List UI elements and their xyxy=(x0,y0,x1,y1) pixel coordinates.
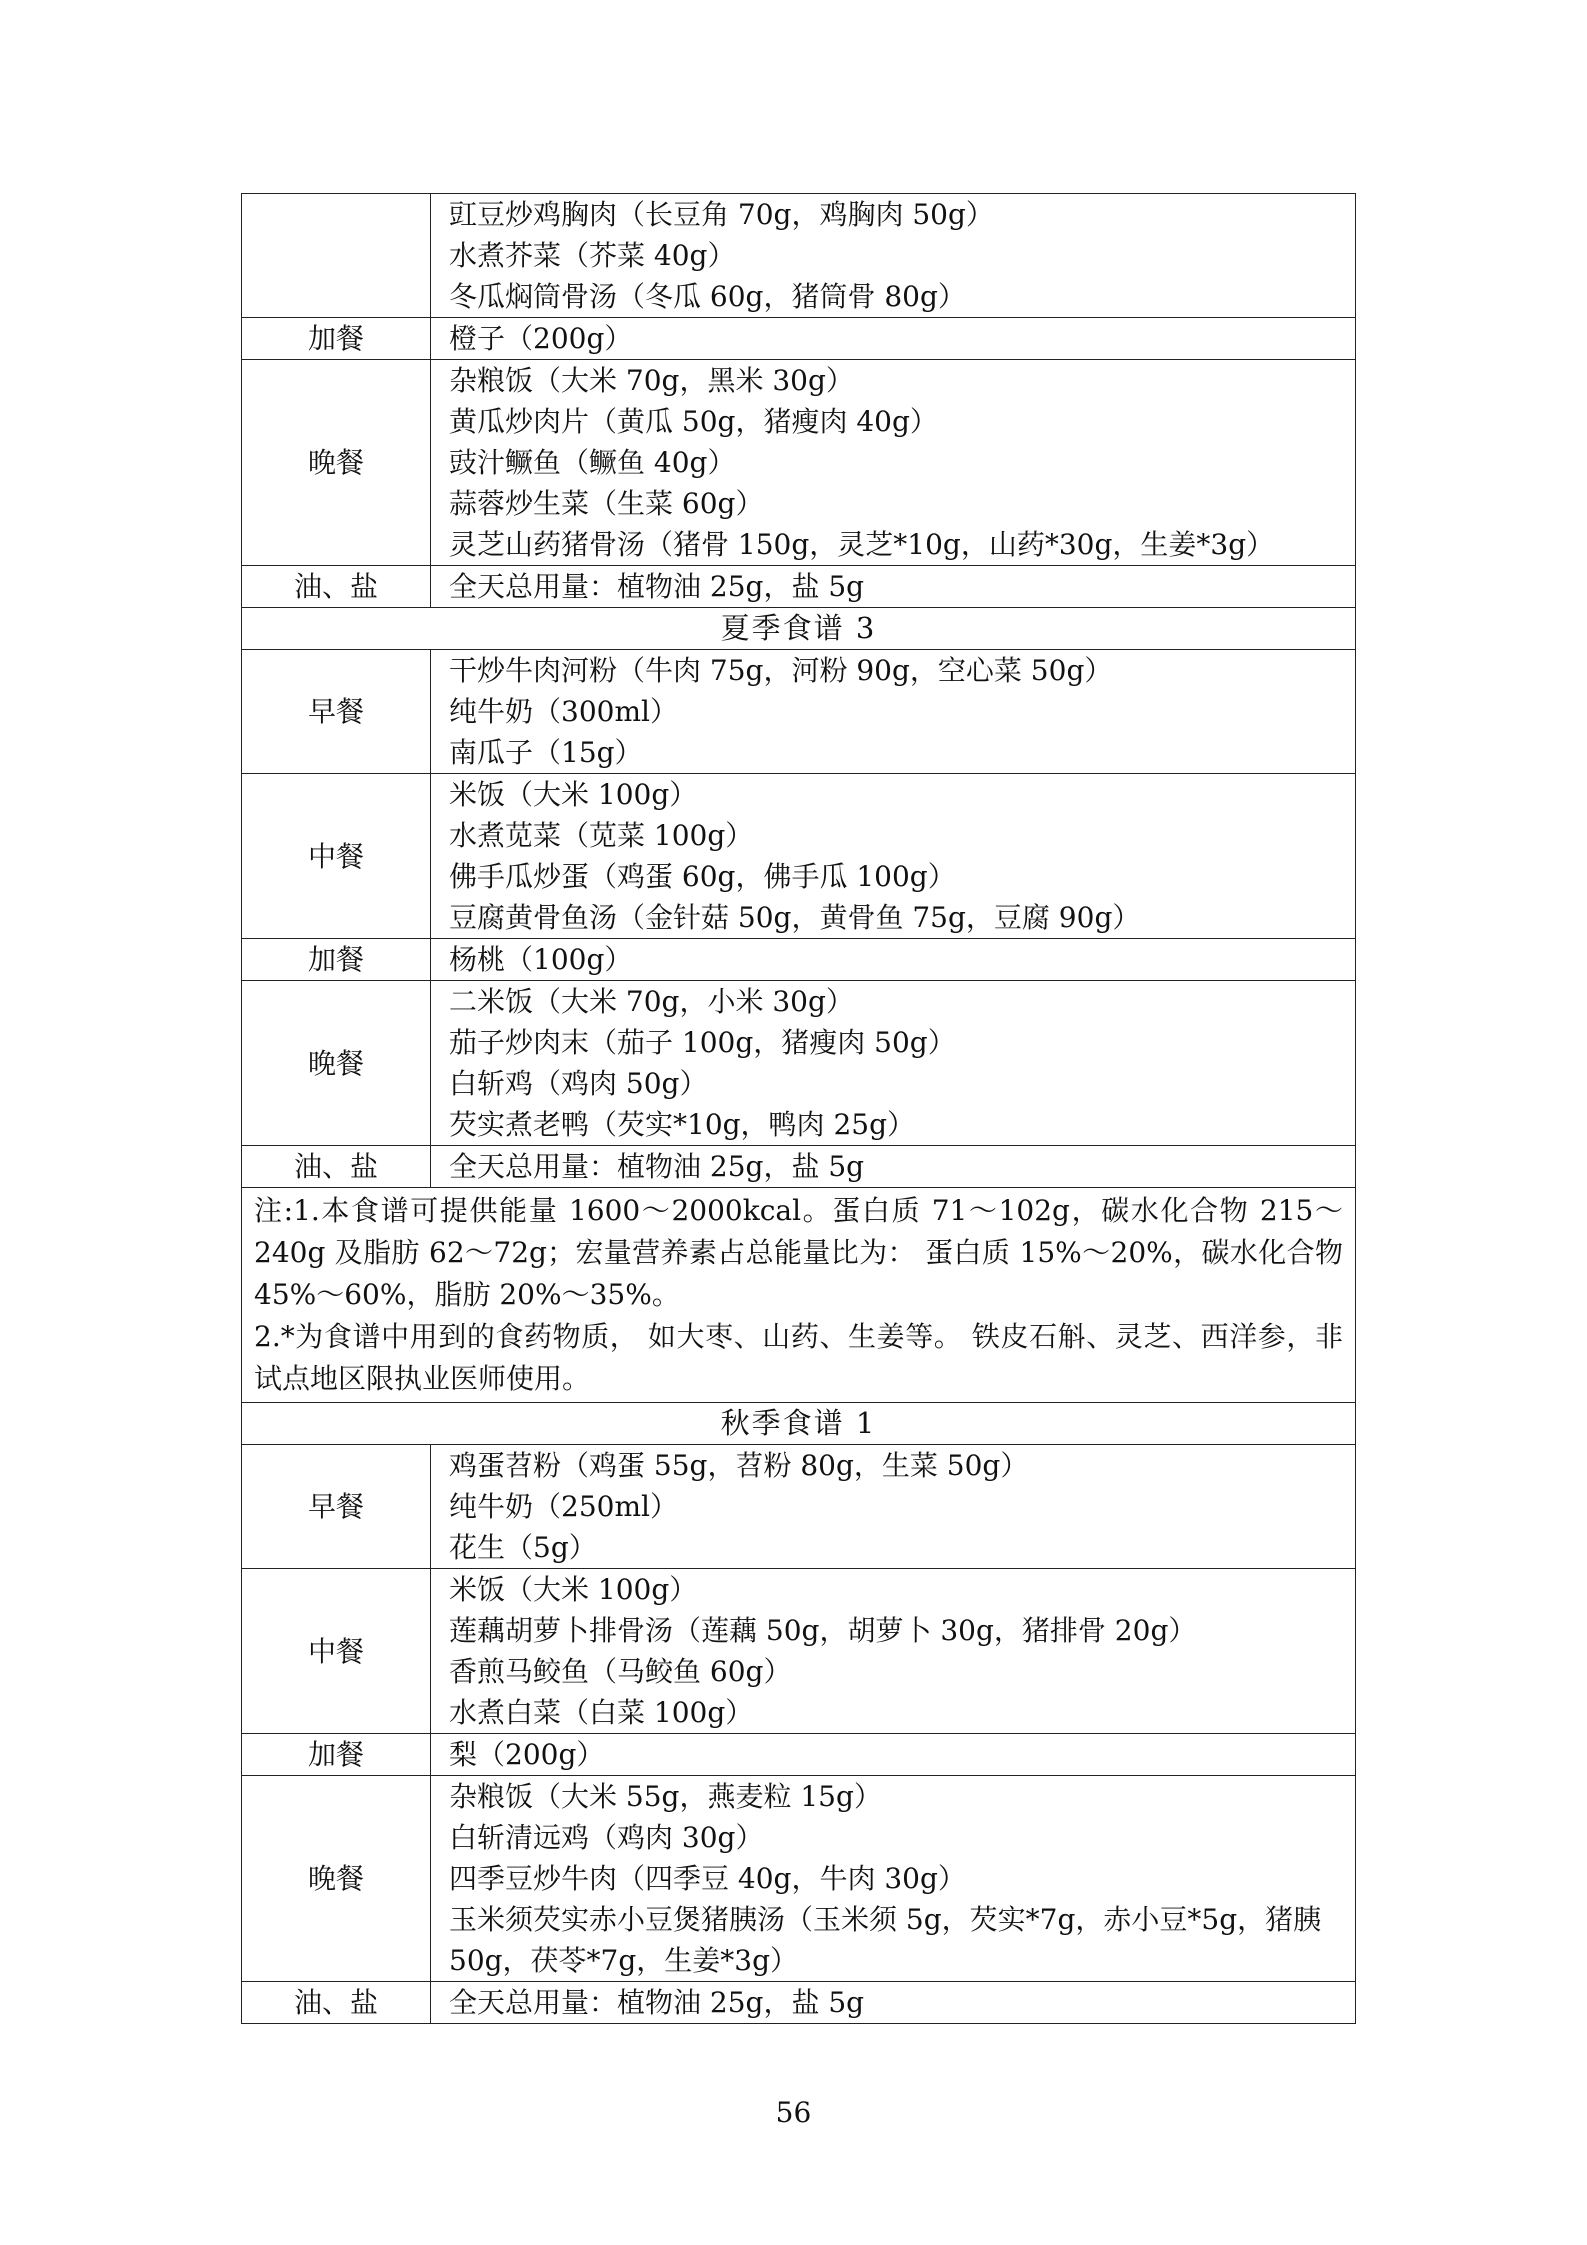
recipe-table xyxy=(241,193,1356,2024)
meal-label: 油、盐 xyxy=(242,1982,431,2024)
meal-label: 晚餐 xyxy=(242,360,431,566)
food-item: 杨桃（100g） xyxy=(449,943,633,976)
food-item: 水煮芥菜（芥菜 40g） xyxy=(449,239,736,272)
food-item: 水煮苋菜（苋菜 100g） xyxy=(449,819,754,852)
meal-items xyxy=(431,1734,1356,1776)
meal-items xyxy=(431,774,1356,939)
meal-items xyxy=(431,650,1356,774)
food-item: 南瓜子（15g） xyxy=(449,736,643,769)
meal-label: 加餐 xyxy=(242,939,431,981)
food-item: 米饭（大米 100g） xyxy=(449,1573,698,1606)
section-title: 夏季食谱 3 xyxy=(242,608,1356,650)
meal-label: 中餐 xyxy=(242,774,431,939)
note-row xyxy=(242,1188,1356,1403)
meal-items xyxy=(431,939,1356,981)
food-item: 蒜蓉炒生菜（生菜 60g） xyxy=(449,487,764,520)
food-item: 梨（200g） xyxy=(449,1738,605,1771)
food-item: 纯牛奶（300ml） xyxy=(449,695,678,728)
food-item: 全天总用量：植物油 25g，盐 5g xyxy=(449,1986,865,2019)
food-item: 杂粮饭（大米 55g，燕麦粒 15g） xyxy=(449,1780,882,1813)
meal-row xyxy=(242,774,1356,939)
food-item: 二米饭（大米 70g，小米 30g） xyxy=(449,985,854,1018)
page-number: 56 xyxy=(775,2096,812,2129)
meal-items xyxy=(431,360,1356,566)
meal-label xyxy=(242,194,431,318)
food-item: 茄子炒肉末（茄子 100g，猪瘦肉 50g） xyxy=(449,1026,956,1059)
meal-items xyxy=(431,1445,1356,1569)
meal-row xyxy=(242,939,1356,981)
meal-row xyxy=(242,1146,1356,1188)
meal-row xyxy=(242,981,1356,1146)
meal-items xyxy=(431,194,1356,318)
meal-row xyxy=(242,318,1356,360)
food-item: 黄瓜炒肉片（黄瓜 50g，猪瘦肉 40g） xyxy=(449,405,938,438)
food-item: 佛手瓜炒蛋（鸡蛋 60g，佛手瓜 100g） xyxy=(449,860,956,893)
meal-items xyxy=(431,1569,1356,1734)
meal-row xyxy=(242,1776,1356,1982)
meal-row xyxy=(242,194,1356,318)
meal-row xyxy=(242,1569,1356,1734)
food-item: 芡实煮老鸭（芡实*10g，鸭肉 25g） xyxy=(449,1108,916,1141)
food-item: 纯牛奶（250ml） xyxy=(449,1490,678,1523)
food-item: 全天总用量：植物油 25g，盐 5g xyxy=(449,1150,865,1183)
food-item: 白斩鸡（鸡肉 50g） xyxy=(449,1067,708,1100)
meal-row xyxy=(242,1445,1356,1569)
food-item: 水煮白菜（白菜 100g） xyxy=(449,1696,754,1729)
meal-row xyxy=(242,566,1356,608)
meal-label: 油、盐 xyxy=(242,566,431,608)
section-row xyxy=(242,608,1356,650)
meal-items xyxy=(431,1982,1356,2024)
meal-label: 早餐 xyxy=(242,650,431,774)
meal-label: 加餐 xyxy=(242,318,431,360)
food-item: 灵芝山药猪骨汤（猪骨 150g，灵芝*10g，山药*30g，生姜*3g） xyxy=(449,528,1275,561)
meal-label: 晚餐 xyxy=(242,1776,431,1982)
section-row xyxy=(242,1403,1356,1445)
meal-items xyxy=(431,1146,1356,1188)
food-item: 冬瓜焖筒骨汤（冬瓜 60g，猪筒骨 80g） xyxy=(449,280,966,313)
note-line: 2.*为食谱中用到的食药物质， 如大枣、山药、生姜等。 铁皮石斛、灵芝、西洋参，非试点地区限执业医师使用。 xyxy=(254,1320,1343,1395)
food-item: 干炒牛肉河粉（牛肉 75g，河粉 90g，空心菜 50g） xyxy=(449,654,1113,687)
note-line: 注:1.本食谱可提供能量 1600～2000kcal。蛋白质 71～102g，碳水化合物 215～240g 及脂肪 62～72g；宏量营养素占总能量比为： 蛋白质 15%～20%，碳水化合物 45%～60%，脂肪 20%～35%。 xyxy=(254,1194,1343,1311)
food-item: 鸡蛋苕粉（鸡蛋 55g，苕粉 80g，生菜 50g） xyxy=(449,1449,1029,1482)
meal-row xyxy=(242,1734,1356,1776)
food-item: 香煎马鲛鱼（马鲛鱼 60g） xyxy=(449,1655,792,1688)
meal-row xyxy=(242,650,1356,774)
meal-row xyxy=(242,360,1356,566)
food-item: 米饭（大米 100g） xyxy=(449,778,698,811)
meal-items xyxy=(431,981,1356,1146)
food-item: 豇豆炒鸡胸肉（长豆角 70g，鸡胸肉 50g） xyxy=(449,198,994,231)
meal-label: 油、盐 xyxy=(242,1146,431,1188)
food-item: 杂粮饭（大米 70g，黑米 30g） xyxy=(449,364,854,397)
food-item: 四季豆炒牛肉（四季豆 40g，牛肉 30g） xyxy=(449,1862,966,1895)
food-item: 豉汁鳜鱼（鳜鱼 40g） xyxy=(449,446,736,479)
meal-row xyxy=(242,1982,1356,2024)
food-item: 莲藕胡萝卜排骨汤（莲藕 50g，胡萝卜 30g，猪排骨 20g） xyxy=(449,1614,1197,1647)
food-item: 花生（5g） xyxy=(449,1531,597,1564)
meal-items xyxy=(431,566,1356,608)
section-title: 秋季食谱 1 xyxy=(242,1403,1356,1445)
meal-label: 早餐 xyxy=(242,1445,431,1569)
meal-label: 加餐 xyxy=(242,1734,431,1776)
food-item: 豆腐黄骨鱼汤（金针菇 50g，黄骨鱼 75g，豆腐 90g） xyxy=(449,901,1141,934)
food-item: 白斩清远鸡（鸡肉 30g） xyxy=(449,1821,764,1854)
meal-label: 中餐 xyxy=(242,1569,431,1734)
note-text xyxy=(242,1188,1356,1403)
meal-label: 晚餐 xyxy=(242,981,431,1146)
food-item: 橙子（200g） xyxy=(449,322,633,355)
food-item: 玉米须芡实赤小豆煲猪胰汤（玉米须 5g，芡实*7g，赤小豆*5g，猪胰 50g，茯苓*7g，生姜*3g） xyxy=(449,1903,1322,1977)
meal-items xyxy=(431,1776,1356,1982)
food-item: 全天总用量：植物油 25g，盐 5g xyxy=(449,570,865,603)
meal-items xyxy=(431,318,1356,360)
